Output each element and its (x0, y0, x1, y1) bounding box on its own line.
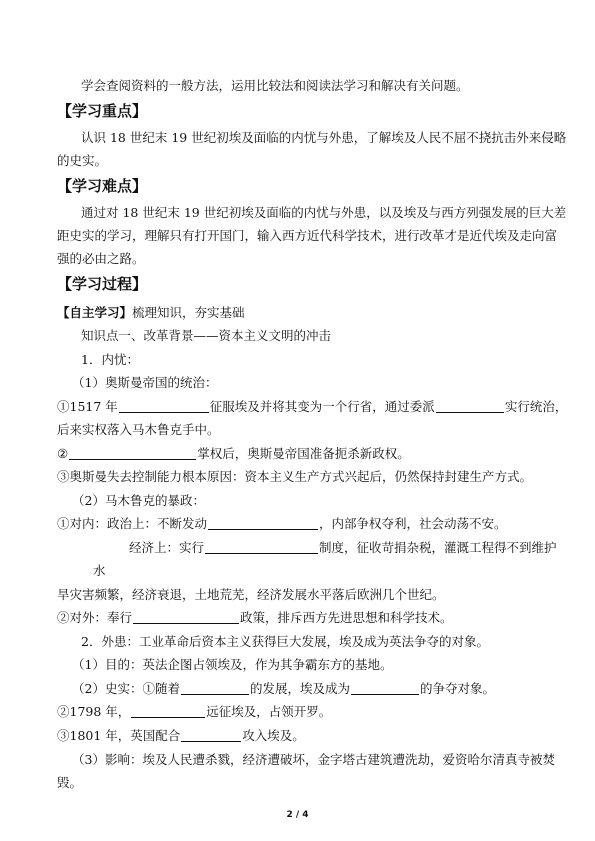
blank-5[interactable] (205, 541, 318, 554)
impact-line: （3）影响：埃及人民遭杀戮，经济遭破坏，金字塔古建筑遭洗劫，爱资哈尔清真寺被焚 (72, 752, 555, 767)
internal-troubles-title: 1．内忧： (81, 352, 139, 367)
intro-line: 学会查阅资料的一般方法，运用比较法和阅读法学习和解决有关问题。 (81, 78, 469, 93)
ottoman-rule-title: （1）奥斯曼帝国的统治： (72, 375, 218, 390)
item-1-continuation: 后来实权落入马木鲁克手中。 (57, 422, 220, 437)
difficulty-line-2: 距史实的学习，理解只有打开国门，输入西方近代科学技术，进行改革才是近代埃及走向富 (57, 228, 558, 243)
process-heading: 【学习过程】 (57, 275, 148, 293)
blank-4[interactable] (208, 517, 318, 530)
blank-1[interactable] (119, 400, 209, 413)
focus-heading: 【学习重点】 (57, 102, 148, 120)
external-threats-line: 2．外患：工业革命后资本主义获得巨大发展，埃及成为英法争夺的对象。 (81, 634, 489, 649)
item-3-line: ③奥斯曼失去控制能力根本原因：资本主义生产方式兴起后，仍然保持封建生产方式。 (57, 469, 533, 484)
year-1798-line: ②1798 年， 远征埃及，占领开罗。 (57, 704, 332, 719)
blank-8[interactable] (351, 682, 419, 695)
blank-7[interactable] (181, 682, 249, 695)
year-1801-line: ③1801 年，英国配合 攻入埃及。 (57, 728, 305, 743)
item-1-line: ①1517 年 征服埃及并将其变为一个行省，通过委派 实行统治， (57, 399, 568, 414)
foreign-policy-line: ②对外：奉行 政策，排斥西方先进思想和科学技术。 (57, 610, 453, 625)
focus-line-1: 认识 18 世纪末 19 世纪初埃及面临的内忧与外患，了解埃及人民不屈不挠抗击外来侵略 (81, 130, 567, 145)
difficulty-line-1: 通过对 18 世纪末 19 世纪初埃及面临的内忧与外患，以及埃及与西方列强发展的巨大差 (81, 205, 567, 220)
impact-line-continuation: 毁。 (57, 775, 83, 790)
knowledge-point-1: 知识点一、改革背景——资本主义文明的冲击 (81, 328, 332, 343)
self-study-label: 【自主学习】 (57, 305, 133, 320)
difficulty-line-3: 强的必由之路。 (57, 251, 145, 266)
focus-line-2: 的史实。 (57, 153, 108, 168)
mamluk-title: （2）马木鲁克的暴政： (72, 493, 205, 508)
goal-line: （1）目的：英法企图占领埃及，作为其争霸东方的基地。 (72, 657, 393, 672)
blank-10[interactable] (181, 729, 241, 742)
difficulty-heading: 【学习难点】 (57, 177, 148, 195)
page-number: 2 / 4 (286, 810, 309, 820)
blank-6[interactable] (133, 611, 239, 624)
economy-line-continuation: 旱灾害频繁，经济衰退，土地荒芜，经济发展水平落后欧洲几个世纪。 (57, 587, 445, 602)
facts-line: （2）史实：①随着 的发展，埃及成为 的争夺对象。 (72, 681, 495, 696)
self-study-text: 梳理知识，夯实基础 (132, 305, 245, 320)
economy-line: 经济上：实行 制度，征收苛捐杂税，灌溉工程得不到维护 (129, 540, 557, 555)
blank-9[interactable] (131, 705, 205, 718)
domestic-politics-line: ①对内：政治上：不断发动 ，内部争权夺利，社会动荡不安。 (57, 516, 507, 531)
item-2-line: ② 掌权后，奥斯曼帝国准备扼杀新政权。 (57, 446, 410, 461)
economy-line-wrap: 水 (93, 563, 106, 578)
self-study-line (57, 305, 245, 321)
blank-2[interactable] (436, 400, 504, 413)
blank-3[interactable] (69, 447, 196, 460)
